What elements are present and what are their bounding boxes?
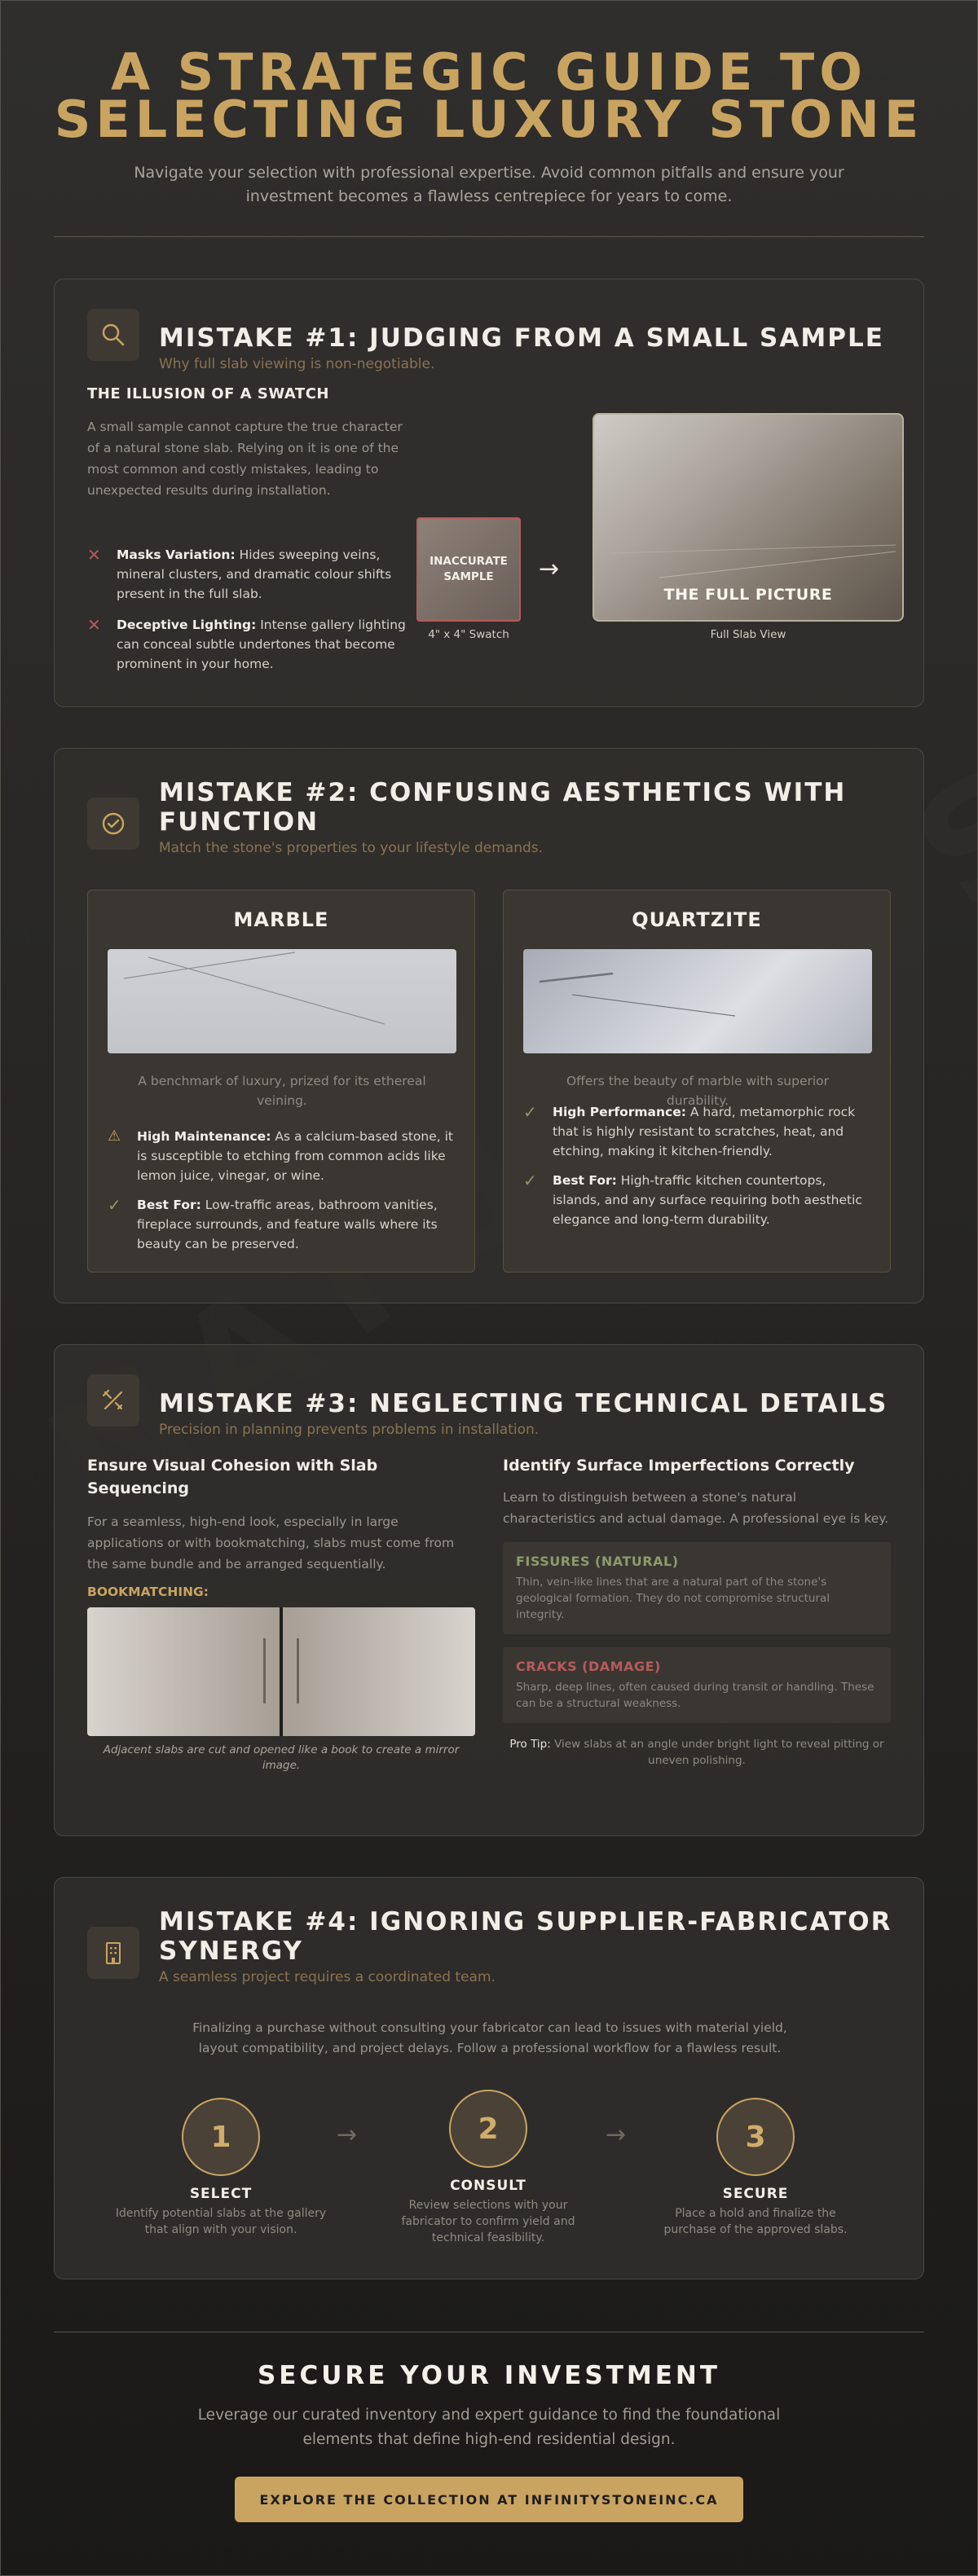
list-item: [87, 615, 413, 674]
check-circle-icon: [87, 798, 139, 850]
step-secure: [650, 2098, 861, 2238]
mistake4-card: [54, 1877, 924, 2279]
mistake4-body: Finalizing a purchase without consulting your fabricator can lead to issues with material yield, layout compatibility, and project delays. Follow a professional workflow for a flawless result.: [192, 2020, 787, 2055]
mistake4-title: MISTAKE #4: IGNORING SUPPLIER-FABRICATOR SYNERGY: [159, 1907, 892, 1966]
step-title: SELECT: [189, 2186, 253, 2202]
pro-tip-label: Pro Tip:: [509, 1738, 551, 1751]
marble-panel: [87, 890, 475, 1273]
sample-swatch: [416, 517, 521, 622]
point-label: High Performance:: [553, 1105, 686, 1119]
check-icon: ✓: [523, 1102, 537, 1122]
point-label: Best For:: [553, 1173, 617, 1188]
quartzite-panel: [503, 890, 891, 1273]
mistake2-title: MISTAKE #2: CONFUSING AESTHETICS WITH FUNCTION: [159, 778, 847, 837]
mistake4-subtitle: A seamless project requires a coordinated team.: [159, 1969, 496, 1985]
magnifier-icon: [87, 309, 139, 361]
bullet-text: Hides sweeping veins, mineral clusters, and dramatic colour shifts present in the full slab.: [117, 547, 392, 601]
step-title: SECURE: [722, 2186, 789, 2202]
arrow-right-icon: →: [539, 555, 560, 583]
list-item: [108, 1195, 456, 1254]
bookmatch-vein-left: [263, 1638, 266, 1703]
arrow-right-icon: →: [337, 2121, 358, 2149]
marble-image: [108, 949, 456, 1053]
marble-desc: A benchmark of luxury, prized for its ethereal veining.: [138, 1074, 426, 1108]
mistake1-bullets: [87, 545, 413, 674]
tools-icon: [87, 1374, 139, 1426]
mistake3-card: [54, 1344, 924, 1836]
step-text: Place a hold and finalize the purchase of the approved slabs.: [663, 2207, 848, 2236]
swatch-caption: 4" x 4" Swatch: [428, 628, 509, 641]
bookmatch-left-slab: [87, 1607, 280, 1736]
point-text: As a calcium-based stone, it is susceptible to etching from common acids like lemon juice, vinegar, or wine.: [137, 1129, 453, 1183]
sequencing-body: For a seamless, high-end look, especially in large applications or with bookmatching, slabs must come from the same bundle and be arranged sequentially.: [87, 1514, 455, 1572]
bullet-label: Masks Variation:: [117, 547, 236, 562]
step-select: [115, 2098, 327, 2238]
fissures-title: FISSURES (NATURAL): [516, 1554, 679, 1569]
arrow-right-icon: →: [606, 2121, 627, 2149]
x-icon: ✕: [87, 545, 101, 565]
step-text: Review selections with your fabricator to confirm yield and technical feasibility.: [401, 2199, 575, 2244]
bullet-label: Deceptive Lighting:: [117, 618, 257, 632]
mistake3-title: MISTAKE #3: NEGLECTING TECHNICAL DETAILS: [159, 1389, 888, 1418]
step-number: 1: [182, 2098, 260, 2176]
quartzite-veins: [523, 949, 872, 1053]
slab-label: THE FULL PICTURE: [663, 586, 833, 604]
point-text: A hard, metamorphic rock that is highly resistant to scratches, heat, and etching, making it kitchen-friendly.: [553, 1105, 856, 1158]
bookmatch-right-slab: [283, 1607, 475, 1736]
imperfections-heading: Identify Surface Imperfections Correctly: [503, 1457, 855, 1475]
footer-text: Leverage our curated inventory and expert guidance to find the foundational elements that define high-end residential design.: [197, 2407, 781, 2448]
mistake2-subtitle: Match the stone's properties to your lifestyle demands.: [159, 840, 544, 856]
warning-icon: ⚠: [108, 1128, 121, 1145]
point-label: Best For:: [137, 1198, 201, 1212]
swatch-label: INACCURATE SAMPLE: [430, 555, 508, 583]
mistake1-heading: THE ILLUSION OF A SWATCH: [87, 385, 329, 402]
explore-collection-button[interactable]: EXPLORE THE COLLECTION AT INFINITYSTONEINC.CA: [235, 2477, 743, 2522]
mistake1-body: A small sample cannot capture the true character of a natural stone slab. Relying on it is one of the most common and costly mistakes, leading to unexpected results during installation.: [87, 420, 403, 498]
cracks-box: [503, 1647, 891, 1723]
building-icon: [87, 1927, 139, 1979]
quartzite-desc: Offers the beauty of marble with superior durability.: [566, 1074, 830, 1108]
list-item: [523, 1102, 872, 1161]
quartzite-title: QUARTZITE: [632, 908, 762, 931]
step-number: 3: [716, 2098, 795, 2176]
point-text: High-traffic kitchen countertops, islands, and any surface requiring both aesthetic elegance and long-term durability.: [553, 1173, 862, 1227]
check-icon: ✓: [523, 1171, 537, 1190]
quartzite-image: [523, 949, 872, 1053]
quartzite-points: [523, 1102, 872, 1229]
marble-veins: [108, 949, 456, 1053]
step-consult: [382, 2090, 594, 2246]
page-title-line1: A STRATEGIC GUIDE TO: [111, 42, 867, 102]
bullet-text: Intense gallery lighting can conceal subtle undertones that become prominent in your home.: [117, 618, 406, 671]
point-text: Low-traffic areas, bathroom vanities, fireplace surrounds, and feature walls where its beauty can be preserved.: [137, 1198, 438, 1251]
mistake2-card: [54, 748, 924, 1303]
bookmatch-image: [87, 1607, 475, 1736]
imperfections-body: Learn to distinguish between a stone's natural characteristics and actual damage. A professional eye is key.: [503, 1490, 889, 1526]
cracks-title: CRACKS (DAMAGE): [516, 1659, 661, 1674]
x-icon: ✕: [87, 615, 101, 635]
marble-title: MARBLE: [233, 908, 329, 931]
bookmatch-caption: Adjacent slabs are cut and opened like a book to create a mirror image.: [103, 1743, 460, 1772]
bookmatch-label: BOOKMATCHING:: [87, 1585, 209, 1599]
page-title: [54, 42, 924, 149]
point-label: High Maintenance:: [137, 1129, 271, 1144]
divider: [54, 236, 924, 237]
hero: [54, 42, 924, 209]
page-title-line2: SELECTING LUXURY STONE: [54, 90, 924, 149]
mistake1-card: [54, 279, 924, 707]
pro-tip-text: View slabs at an angle under bright light to reveal pitting or uneven polishing.: [550, 1738, 884, 1767]
list-item: [87, 545, 413, 604]
slab-caption: Full Slab View: [710, 628, 786, 641]
page-subtitle: Navigate your selection with professional expertise. Avoid common pitfalls and ensure your investment becomes a flawless centrepiece for years to come.: [134, 164, 844, 205]
mistake1-title: MISTAKE #1: JUDGING FROM A SMALL SAMPLE: [159, 323, 884, 353]
cracks-text: Sharp, deep lines, often caused during transit or handling. These can be a structural weakness.: [516, 1681, 874, 1710]
mistake1-subtitle: Why full slab viewing is non-negotiable.: [159, 356, 435, 372]
check-icon: ✓: [108, 1195, 121, 1215]
sequencing-column: [87, 1454, 475, 1774]
mistake3-subtitle: Precision in planning prevents problems in installation.: [159, 1422, 540, 1438]
list-item: [108, 1127, 456, 1185]
step-title: CONSULT: [450, 2178, 526, 2194]
imperfections-column: [503, 1454, 891, 1769]
step-number: 2: [449, 2090, 527, 2168]
full-slab-image: [593, 413, 904, 622]
fissures-text: Thin, vein-like lines that are a natural part of the stone's geological formation. They do not compromise structural integrity.: [516, 1576, 830, 1621]
sequencing-heading: Ensure Visual Cohesion with Slab Sequencing: [87, 1457, 378, 1497]
step-text: Identify potential slabs at the gallery that align with your vision.: [115, 2207, 327, 2236]
fissures-box: [503, 1542, 891, 1634]
marble-points: [108, 1127, 456, 1254]
bookmatch-vein-right: [297, 1638, 299, 1703]
list-item: [523, 1171, 872, 1229]
pro-tip: [503, 1736, 891, 1769]
footer-title: SECURE YOUR INVESTMENT: [257, 2361, 721, 2390]
